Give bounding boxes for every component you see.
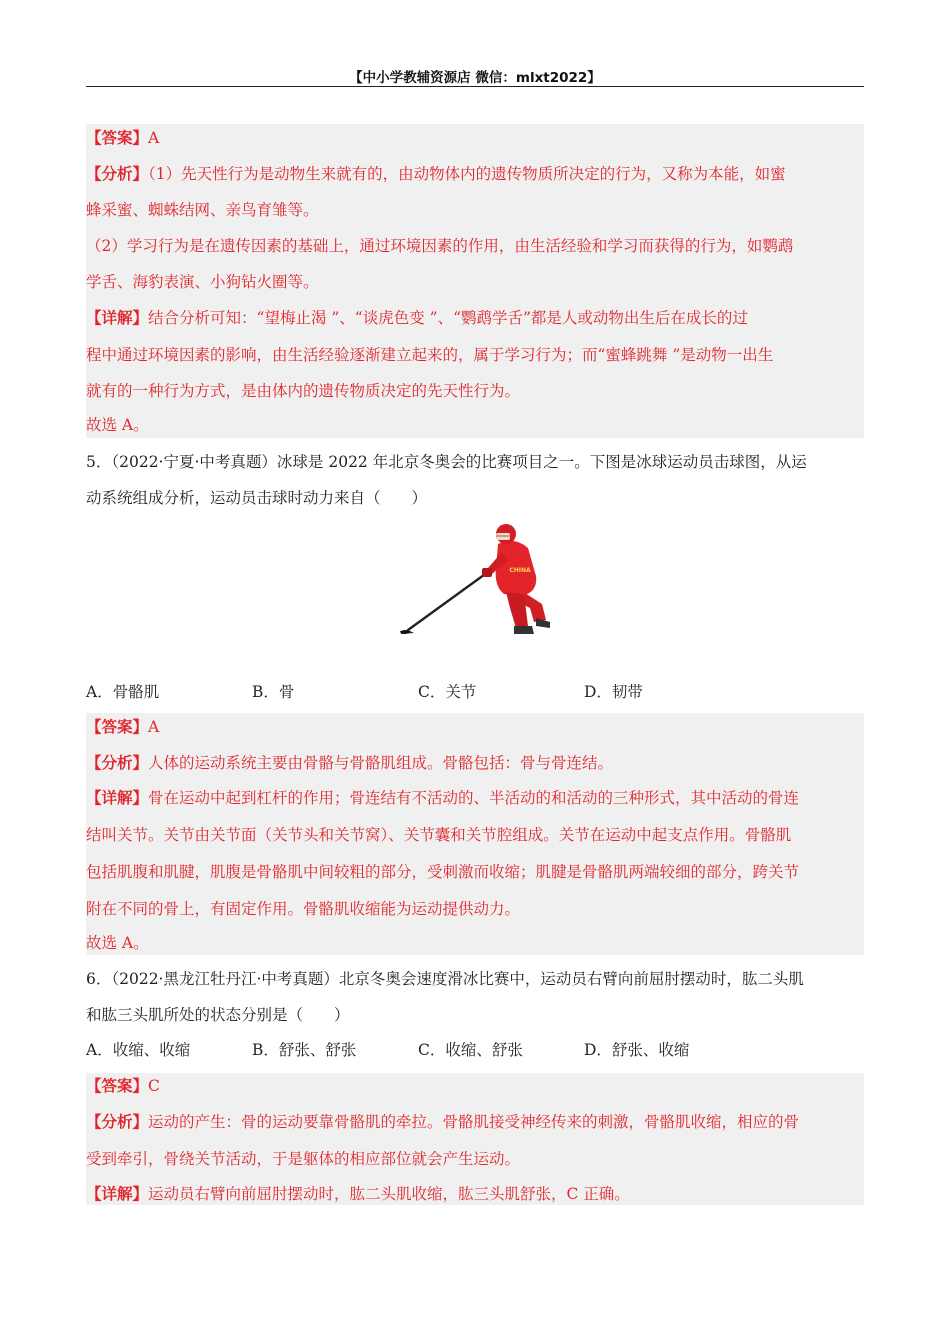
q4-detail-line-3: 就有的一种行为方式，是由体内的遗传物质决定的先天性行为。 — [86, 382, 521, 400]
q5-choose: 故选 A。 — [86, 934, 149, 952]
analysis-tag: 【分析】 — [86, 164, 149, 183]
q4-analysis-line-4: 学舌、海豹表演、小狗钻火圈等。 — [86, 273, 319, 291]
q5-option-d: D．韧带 — [584, 683, 643, 701]
q5-stem-line-2: 动系统组成分析，运动员击球时动力来自（ ） — [86, 489, 428, 507]
q4-analysis-line-1 — [86, 164, 864, 184]
answer-tag: 【答案】 — [86, 1076, 149, 1095]
q6-stem-line-2: 和肱三头肌所处的状态分别是（ ） — [86, 1006, 350, 1024]
q6-option-a: A．收缩、收缩 — [86, 1041, 191, 1059]
q4-answer — [86, 128, 864, 148]
analysis-text: 人体的运动系统主要由骨骼与骨骼肌组成。骨骼包括：骨与骨连结。 — [148, 754, 614, 772]
q6-option-b: B．舒张、舒张 — [252, 1041, 357, 1059]
q6-stem-line-1: 6．（2022·黑龙江牡丹江·中考真题）北京冬奥会速度滑冰比赛中，运动员右臂向前屈肘摆动时，肱二头肌 — [86, 970, 804, 988]
q6-analysis-line-1 — [86, 1112, 864, 1132]
answer-value: A — [148, 129, 160, 147]
q5-option-c: C．关节 — [418, 683, 477, 701]
q5-stem-line-1: 5．（2022·宁夏·中考真题）冰球是 2022 年北京冬奥会的比赛项目之一。下图是冰球运动员击球图，从运 — [86, 453, 807, 471]
answer-value: A — [148, 718, 160, 736]
q5-detail-line-3: 包括肌腹和肌腱，肌腹是骨骼肌中间较粗的部分，受刺激而收缩；肌腱是骨骼肌两端较细的部分，跨关节 — [86, 863, 800, 881]
q5-detail-line-1 — [86, 788, 864, 808]
page-header: 【中小学教辅资源店 微信：mlxt2022】 — [86, 66, 864, 87]
q4-analysis-line-2: 蜂采蜜、蜘蛛结网、亲鸟育雏等。 — [86, 201, 319, 219]
detail-tag: 【详解】 — [86, 788, 149, 807]
q4-analysis-line-3: （2）学习行为是在遗传因素的基础上，通过环境因素的作用，由生活经验和学习而获得的行为，如鹦鹉 — [86, 237, 794, 255]
q4-detail-line-1 — [86, 308, 864, 328]
answer-tag: 【答案】 — [86, 128, 149, 147]
q6-option-c: C．收缩、舒张 — [418, 1041, 523, 1059]
detail-tag: 【详解】 — [86, 1184, 149, 1203]
q5-detail-line-4: 附在不同的骨上，有固定作用。骨骼肌收缩能为运动提供动力。 — [86, 900, 521, 918]
answer-value: C — [148, 1077, 160, 1095]
q5-answer — [86, 717, 864, 737]
hockey-player-image — [396, 516, 560, 642]
q6-option-d: D．舒张、收缩 — [584, 1041, 690, 1059]
q6-detail-line-1 — [86, 1184, 864, 1204]
analysis-tag: 【分析】 — [86, 753, 149, 772]
detail-text: 结合分析可知：“望梅止渴 ”、“谈虎色变 ”、“鹦鹉学舌”都是人或动物出生后在成长的过 — [148, 309, 748, 327]
q5-option-a: A．骨骼肌 — [86, 683, 160, 701]
analysis-tag: 【分析】 — [86, 1112, 149, 1131]
analysis-text: （1）先天性行为是动物生来就有的，由动物体内的遗传物质所决定的行为，又称为本能，如蜜 — [148, 165, 786, 183]
detail-tag: 【详解】 — [86, 308, 149, 327]
q5-analysis-line-1 — [86, 753, 864, 773]
analysis-text: 运动的产生：骨的运动要靠骨骼肌的牵拉。骨骼肌接受神经传来的刺激，骨骼肌收缩，相应的骨 — [148, 1113, 800, 1131]
detail-text: 运动员右臂向前屈肘摆动时，肱二头肌收缩，肱三头肌舒张，C 正确。 — [148, 1185, 630, 1203]
q6-answer — [86, 1076, 864, 1096]
q4-choose: 故选 A。 — [86, 416, 149, 434]
q6-analysis-line-2: 受到牵引，骨绕关节活动，于是躯体的相应部位就会产生运动。 — [86, 1150, 521, 1168]
answer-tag: 【答案】 — [86, 717, 149, 736]
q4-detail-line-2: 程中通过环境因素的影响，由生活经验逐渐建立起来的，属于学习行为；而“蜜蜂跳舞 ”是动物一出生 — [86, 346, 774, 364]
q5-detail-line-2: 结叫关节。关节由关节面（关节头和关节窝）、关节囊和关节腔组成。关节在运动中起支点作用。骨骼肌 — [86, 826, 792, 844]
jersey-text: CHINA — [509, 567, 531, 574]
detail-text: 骨在运动中起到杠杆的作用；骨连结有不活动的、半活动的和活动的三种形式，其中活动的骨连 — [148, 789, 800, 807]
q5-option-b: B．骨 — [252, 683, 295, 701]
